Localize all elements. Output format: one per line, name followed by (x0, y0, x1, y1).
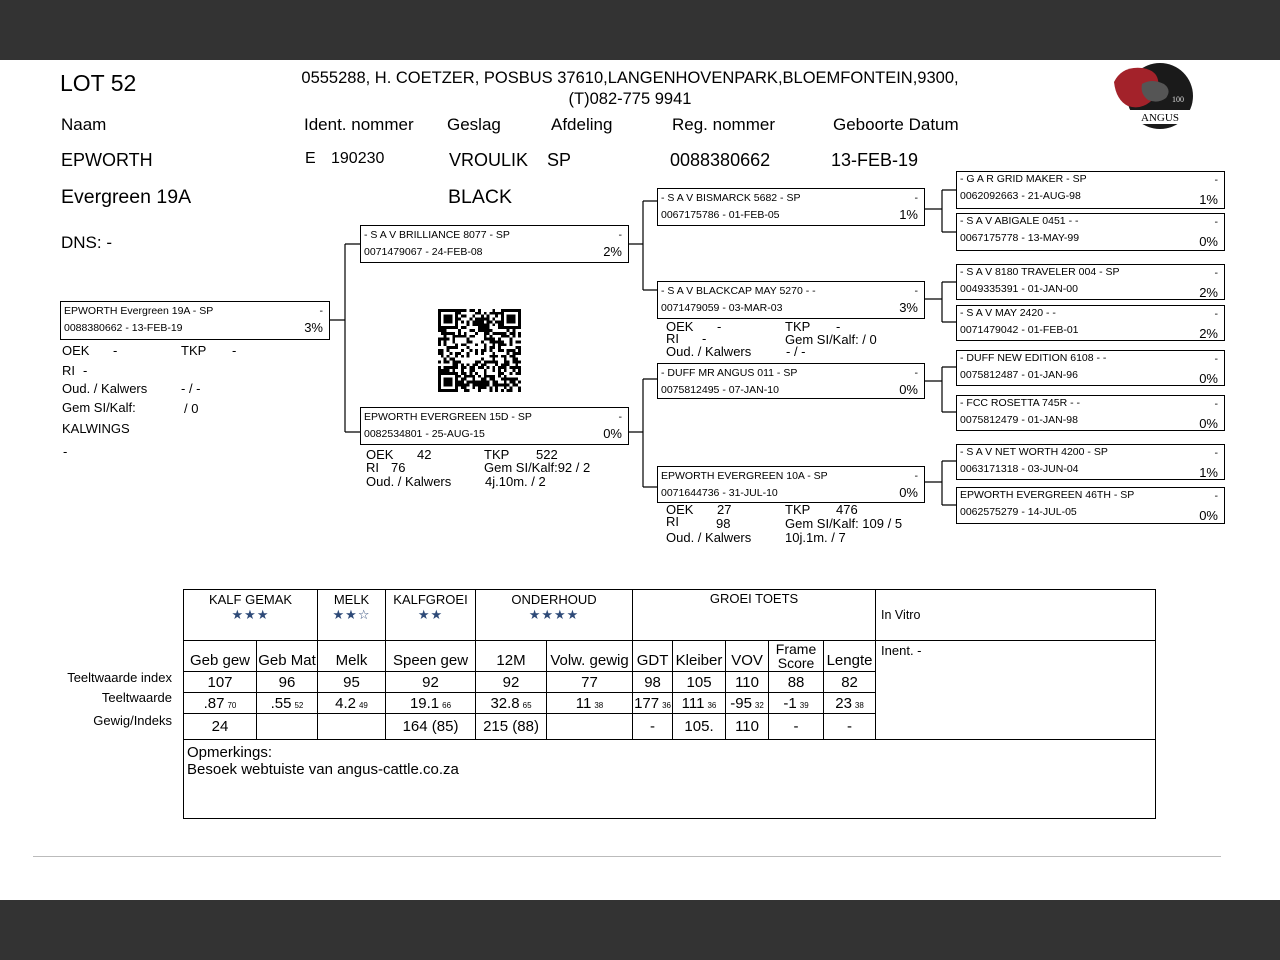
gen3-1-dash: - (1214, 174, 1218, 186)
dd-dash: - (914, 470, 918, 482)
gen3-2-name: - S A V ABIGALE 0451 - - (960, 215, 1079, 227)
group-kalf-gemak (184, 590, 318, 641)
gen3-1-name: - G A R GRID MAKER - SP (960, 173, 1087, 185)
ident-prefix: E (305, 150, 316, 167)
dam-ri-label: RI (366, 460, 379, 475)
gen3-3-reg: 0049335391 - 01-JAN-00 (960, 283, 1078, 295)
gen3-4-name: - S A V MAY 2420 - - (960, 307, 1056, 319)
pedigree-sire-sire (657, 188, 925, 226)
dd-oud-label: Oud. / Kalwers (666, 530, 752, 545)
subject-dash: - (319, 305, 323, 317)
col-vov: VOV (726, 641, 769, 672)
melk-stars-icon: ★★☆ (332, 607, 371, 622)
sd-pct: 3% (899, 300, 918, 315)
reg-number: 0088380662 (670, 150, 771, 170)
teeltwaarde-cell (257, 693, 318, 714)
group-kalfgroei-label: KALFGROEI (393, 592, 468, 607)
teeltwaarde-cell (726, 693, 769, 714)
sire-name: - S A V BRILLIANCE 8077 - SP (364, 229, 510, 241)
gen3-5-pct: 0% (1199, 371, 1218, 386)
teeltwaarde-cell (184, 693, 257, 714)
dd-name: EPWORTH EVERGREEN 10A - SP (661, 470, 828, 482)
teeltwaarde-value: -95 (730, 694, 752, 712)
row-label-tw: Teeltwaarde (101, 690, 172, 705)
gewig-cell: - (769, 714, 824, 740)
teeltwaarde-value: 32.8 (490, 694, 520, 712)
dd-tkp-label: TKP (785, 502, 811, 517)
index-cell: 92 (386, 672, 476, 693)
gen3-7-dash: - (1214, 447, 1218, 459)
section: SP (547, 150, 572, 170)
gen3-4-dash: - (1214, 308, 1218, 320)
header-reg: Reg. nommer (672, 115, 775, 134)
gen3-5-reg: 0075812487 - 01-JAN-96 (960, 369, 1078, 381)
gewig-cell (257, 714, 318, 740)
group-onderhoud (476, 590, 633, 641)
gewig-cell: 215 (88) (476, 714, 547, 740)
gen3-6-reg: 0075812479 - 01-JAN-98 (960, 414, 1078, 426)
accuracy-value: 38 (854, 700, 864, 710)
kalfgroei-stars-icon: ★★ (417, 607, 444, 622)
dam-name: EPWORTH EVERGREEN 15D - SP (364, 411, 532, 423)
subject-reg: 0088380662 - 13-FEB-19 (64, 322, 183, 334)
inent: Inent. - (881, 643, 922, 658)
gewig-cell (547, 714, 633, 740)
header-ident: Ident. nommer (304, 115, 414, 134)
sd-dash: - (914, 285, 918, 297)
gen3-7-name: - S A V NET WORTH 4200 - SP (960, 446, 1108, 458)
pedigree-gen3-5 (956, 350, 1225, 386)
subject-oek-val: - (113, 343, 118, 358)
sire-pct: 2% (603, 244, 622, 259)
gewig-cell: 164 (85) (386, 714, 476, 740)
birth-date: 13-FEB-19 (831, 150, 919, 170)
gen3-8-pct: 0% (1199, 508, 1218, 523)
animal-name-2: Evergreen 19A (61, 186, 192, 208)
subject-oud-label: Oud. / Kalwers (62, 381, 148, 396)
index-cell: 95 (318, 672, 386, 693)
dam-gem: Gem SI/Kalf:92 / 2 (484, 460, 591, 475)
in-vitro-cell (876, 590, 1156, 641)
index-cell: 105 (673, 672, 726, 693)
gen3-7-reg: 0063171318 - 03-JUN-04 (960, 463, 1079, 475)
accuracy-value: 70 (227, 700, 237, 710)
sd-ri-val: - (702, 331, 707, 346)
teeltwaarde-value: 23 (835, 694, 852, 712)
dam-oud-label: Oud. / Kalwers (366, 474, 452, 489)
col-volw-gewig: Volw. gewig (547, 641, 633, 672)
accuracy-value: 36 (707, 700, 717, 710)
gen3-8-name: EPWORTH EVERGREEN 46TH - SP (960, 489, 1135, 501)
kalwings-val: - (63, 444, 68, 459)
teeltwaarde-value: 177 (634, 694, 660, 712)
gen3-8-dash: - (1214, 490, 1218, 502)
pedigree-dam-sire (657, 363, 925, 399)
pedigree-dam-dam (657, 466, 925, 503)
gen3-5-name: - DUFF NEW EDITION 6108 - - (960, 352, 1107, 364)
dam-oek-label: OEK (366, 447, 394, 462)
accuracy-value: 38 (594, 700, 604, 710)
dd-oek-val: 27 (717, 502, 732, 517)
pedigree-gen3-2 (956, 213, 1225, 251)
dd-ri-val: 98 (716, 516, 731, 531)
owner-line-1: 0555288, H. COETZER, POSBUS 37610,LANGENHOVENPARK,BLOEMFONTEIN,9300, (301, 69, 959, 87)
qr-code-icon (436, 309, 523, 392)
col-12m: 12M (476, 641, 547, 672)
color: BLACK (448, 186, 512, 208)
pedigree-gen3-3 (956, 264, 1225, 300)
ss-pct: 1% (899, 207, 918, 222)
dam-ri-val: 76 (391, 460, 406, 475)
pedigree-sire (360, 225, 629, 263)
teeltwaarde-cell (673, 693, 726, 714)
col-kleiber: Kleiber (673, 641, 726, 672)
right-info-cell (876, 641, 1156, 740)
ident-number: 190230 (331, 150, 385, 167)
gen3-6-dash: - (1214, 398, 1218, 410)
subject-gem-val: / 0 (184, 401, 199, 416)
pedigree-gen3-7 (956, 444, 1225, 480)
row-label-index: Teeltwaarde index (67, 670, 172, 685)
teeltwaarde-cell (547, 693, 633, 714)
pedigree-dam (360, 407, 629, 445)
svg-text:100: 100 (1172, 95, 1184, 104)
dd-oek-label: OEK (666, 502, 694, 517)
index-cell: 107 (184, 672, 257, 693)
ss-reg: 0067175786 - 01-FEB-05 (661, 209, 780, 221)
gen3-2-reg: 0067175778 - 13-MAY-99 (960, 232, 1080, 244)
accuracy-value: 65 (522, 700, 532, 710)
dd-tkp-val: 476 (836, 502, 858, 517)
gewig-cell: - (633, 714, 673, 740)
ss-name: - S A V BISMARCK 5682 - SP (661, 192, 801, 204)
gewig-cell (318, 714, 386, 740)
animal-name-1: EPWORTH (61, 150, 153, 170)
pedigree-gen3-4 (956, 305, 1225, 341)
sire-dash: - (618, 229, 622, 241)
subject-ri-val: - (83, 363, 88, 378)
col-melk: Melk (318, 641, 386, 672)
gen3-6-pct: 0% (1199, 416, 1218, 431)
subject-gem-label: Gem SI/Kalf: (62, 400, 136, 415)
accuracy-value: 52 (294, 700, 304, 710)
index-cell: 82 (824, 672, 876, 693)
in-vitro-label: In Vitro (881, 608, 921, 622)
group-groei-toets (633, 590, 876, 641)
teeltwaarde-cell (476, 693, 547, 714)
subject-pct: 3% (304, 320, 323, 335)
gen3-3-dash: - (1214, 267, 1218, 279)
teeltwaarde-value: 11 (575, 694, 592, 712)
sd-tkp-val: - (836, 319, 841, 334)
gen3-7-pct: 1% (1199, 465, 1218, 480)
pedigree-sire-dam (657, 281, 925, 319)
col-geb-gew: Geb gew (184, 641, 257, 672)
sd-gem: Gem SI/Kalf: / 0 (785, 332, 877, 347)
sd-tkp-label: TKP (785, 319, 811, 334)
col-frame-score: Frame Score (769, 641, 824, 672)
col-speen-gew: Speen gew (386, 641, 476, 672)
lot-number: LOT 52 (60, 70, 137, 96)
header-naam: Naam (61, 115, 107, 134)
index-cell: 77 (547, 672, 633, 693)
subject-tkp-val: - (232, 343, 237, 358)
teeltwaarde-cell (824, 693, 876, 714)
gen3-4-pct: 2% (1199, 326, 1218, 341)
kalwings-label: KALWINGS (62, 421, 130, 436)
teeltwaarde-cell (386, 693, 476, 714)
dam-oek-val: 42 (417, 447, 432, 462)
subject-name: EPWORTH Evergreen 19A - SP (64, 305, 214, 317)
gen3-1-pct: 1% (1199, 192, 1218, 207)
gen3-8-reg: 0062575279 - 14-JUL-05 (960, 506, 1077, 518)
divider (33, 856, 1221, 857)
gewig-cell: 24 (184, 714, 257, 740)
opmerkings-text: Besoek webtuiste van angus-cattle.co.za (187, 761, 459, 778)
index-cell: 110 (726, 672, 769, 693)
header-geslag: Geslag (447, 115, 501, 134)
subject-oek-label: OEK (62, 343, 90, 358)
kalf-gemak-stars-icon: ★★★ (231, 607, 270, 622)
index-cell: 96 (257, 672, 318, 693)
dd-ri-label: RI (666, 514, 679, 529)
pedigree-gen3-8 (956, 487, 1225, 524)
ds-name: - DUFF MR ANGUS 011 - SP (661, 367, 798, 379)
teeltwaarde-cell (318, 693, 386, 714)
index-cell: 98 (633, 672, 673, 693)
ds-dash: - (914, 367, 918, 379)
gewig-cell: 110 (726, 714, 769, 740)
header-afdeling: Afdeling (551, 115, 613, 134)
teeltwaarde-cell (769, 693, 824, 714)
onderhoud-stars-icon: ★★★★ (528, 607, 580, 622)
sd-name: - S A V BLACKCAP MAY 5270 - - (661, 285, 816, 297)
teeltwaarde-value: 19.1 (409, 694, 440, 712)
group-kalf-gemak-label: KALF GEMAK (208, 592, 293, 607)
teeltwaarde-value: .55 (270, 694, 292, 712)
group-groei-toets-label: GROEI TOETS (709, 591, 799, 606)
dns: DNS: - (61, 233, 112, 252)
group-melk (318, 590, 386, 641)
dam-tkp-label: TKP (484, 447, 510, 462)
sd-oud-label: Oud. / Kalwers (666, 344, 752, 359)
col-geb-mat: Geb Mat (257, 641, 318, 672)
pedigree-subject (60, 301, 330, 340)
index-cell: 92 (476, 672, 547, 693)
opmerkings-label: Opmerkings: (187, 744, 273, 761)
gen3-2-dash: - (1214, 216, 1218, 228)
col-gdt: GDT (633, 641, 673, 672)
teeltwaarde-cell (633, 693, 673, 714)
dd-reg: 0071644736 - 31-JUL-10 (661, 487, 778, 499)
sex: VROULIK (449, 150, 529, 170)
sd-oud-val: - / - (786, 344, 806, 359)
sire-reg: 0071479067 - 24-FEB-08 (364, 246, 483, 258)
performance-table (183, 589, 1156, 819)
accuracy-value: 39 (799, 700, 809, 710)
teeltwaarde-value: -1 (783, 694, 797, 712)
dd-pct: 0% (899, 485, 918, 500)
sd-reg: 0071479059 - 03-MAR-03 (661, 302, 783, 314)
sd-oek-val: - (717, 319, 722, 334)
svg-text:ANGUS: ANGUS (1141, 112, 1179, 124)
dd-oud-val: 10j.1m. / 7 (785, 530, 846, 545)
row-label-gewig: Gewig/Indeks (93, 713, 172, 728)
dam-oud-val: 4j.10m. / 2 (485, 474, 546, 489)
pedigree-gen3-1 (956, 171, 1225, 209)
subject-ri-label: RI (62, 363, 75, 378)
gen3-2-pct: 0% (1199, 234, 1218, 249)
ds-pct: 0% (899, 382, 918, 397)
accuracy-value: 66 (442, 700, 452, 710)
dam-pct: 0% (603, 426, 622, 441)
teeltwaarde-value: 4.2 (335, 694, 356, 712)
owner-line-2: (T)082-775 9941 (568, 90, 692, 108)
group-onderhoud-label: ONDERHOUD (511, 592, 597, 607)
gen3-6-name: - FCC ROSETTA 745R - - (960, 397, 1080, 409)
sd-ri-label: RI (666, 331, 679, 346)
accuracy-value: 36 (662, 700, 671, 710)
index-cell: 88 (769, 672, 824, 693)
accuracy-value: 32 (754, 700, 764, 710)
dd-gem: Gem SI/Kalf: 109 / 5 (785, 516, 903, 531)
gewig-cell: - (824, 714, 876, 740)
subject-oud-val: - / - (181, 381, 201, 396)
pedigree-gen3-6 (956, 395, 1225, 431)
accuracy-value: 49 (358, 700, 368, 710)
col-lengte: Lengte (824, 641, 876, 672)
group-melk-label: MELK (333, 592, 370, 607)
ds-reg: 0075812495 - 07-JAN-10 (661, 384, 779, 396)
group-kalfgroei (386, 590, 476, 641)
subject-tkp-label: TKP (181, 343, 207, 358)
gen3-3-name: - S A V 8180 TRAVELER 004 - SP (960, 266, 1120, 278)
header-geboorte: Geboorte Datum (833, 115, 959, 134)
teeltwaarde-value: 111 (681, 694, 705, 712)
gewig-cell: 105. (673, 714, 726, 740)
opmerkings-cell (184, 740, 1156, 819)
gen3-5-dash: - (1214, 353, 1218, 365)
dam-reg: 0082534801 - 25-AUG-15 (364, 428, 485, 440)
gen3-1-reg: 0062092663 - 21-AUG-98 (960, 190, 1081, 202)
sd-oek-label: OEK (666, 319, 694, 334)
gen3-4-reg: 0071479042 - 01-FEB-01 (960, 324, 1079, 336)
teeltwaarde-value: .87 (203, 694, 225, 712)
dam-dash: - (618, 411, 622, 423)
ss-dash: - (914, 192, 918, 204)
gen3-3-pct: 2% (1199, 285, 1218, 300)
dam-tkp-val: 522 (536, 447, 558, 462)
